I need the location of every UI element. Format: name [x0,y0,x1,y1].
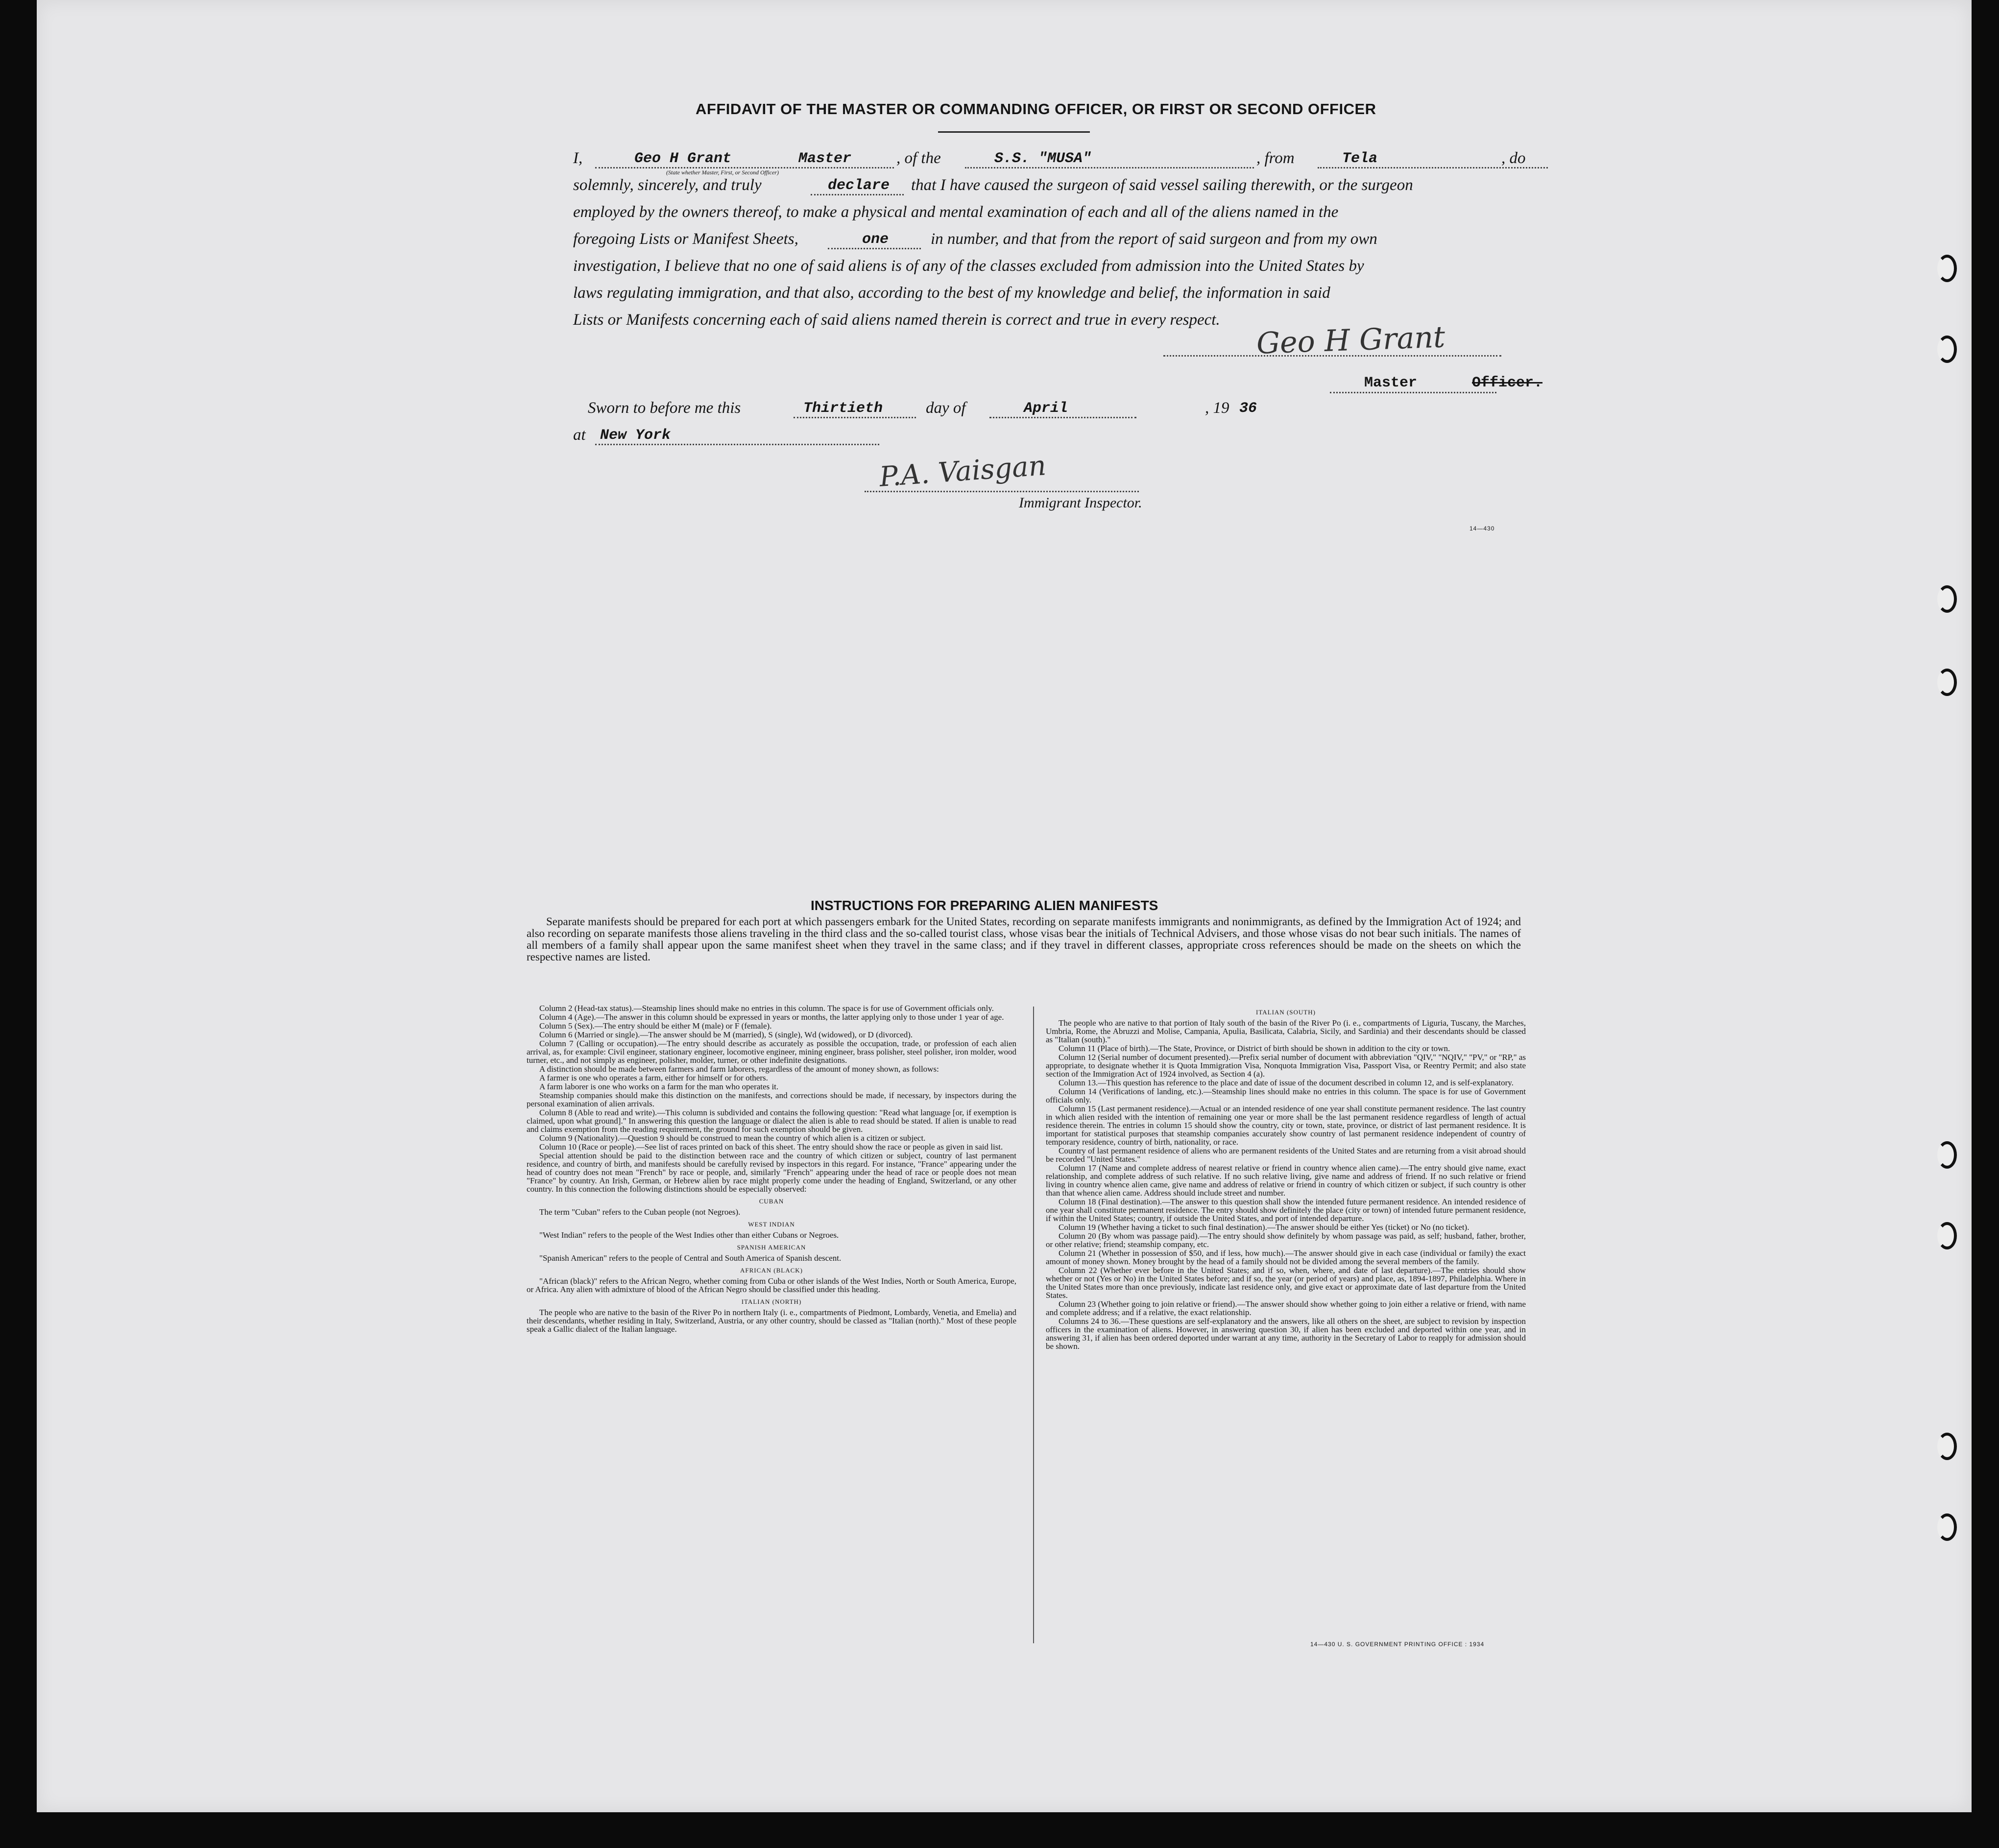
officer-rank: Master [798,150,852,167]
instruction-paragraph: Special attention should be paid to the distinction between race and the country of which citizen or subject, country of last permanent residence, and country of birth, and manifests should be carefully revised by inspectors in this regard. For instance, "France" appearing under the head of country does not mean "French" by race or people, and, similarly "French" appearing under the head of race or people does not mean "France" by country. An Irish, German, or Hebrew alien by race might properly come under the heading of England, Switzerland, or any other country. In this connection the following distinctions should be especially observed: [527,1151,1016,1194]
officer-name: Geo H Grant [634,150,732,167]
section-heading: ITALIAN (NORTH) [741,1298,802,1305]
master-signature: Geo H Grant [1255,320,1446,361]
rank-note: (State whether Master, First, or Second Officer) [666,169,779,176]
affidavit-line-7: Lists or Manifests concerning each of said aliens named therein is correct and true in every respect. [573,311,1220,329]
printing-office-footer: 14—430 U. S. GOVERNMENT PRINTING OFFICE : 1934 [1310,1641,1485,1648]
sheets-count: one [862,231,889,248]
instruction-paragraph: Steamship companies should make this distinction on the manifests, and corrections should be made, if necessary, by inspectors during the personal examination of alien arrivals. [527,1091,1016,1108]
sworn-day: Thirtieth [803,400,883,417]
instructions-left-column [527,1004,1016,1334]
binder-hole [1937,669,1957,696]
vessel-name: S.S. "MUSA" [994,150,1092,167]
instructions-title: INSTRUCTIONS FOR PREPARING ALIEN MANIFESTS [811,898,1158,913]
binder-hole [1937,336,1957,363]
instruction-paragraph: Column 18 (Final destination).—The answer to this question shall show the intended future permanent residence. An intended residence of one year shall constitute permanent residence. The entry should show definitely the place (city or town) of intended future permanent residence, if within the United States; country, if outside the United States, and port of intended departure. [1046,1197,1526,1223]
inspector-title: Immigrant Inspector. [1019,495,1142,511]
binder-hole [1937,1141,1957,1169]
affidavit-line-2: solemnly, sincerely, and truly declare that I have caused the surgeon of said vessel sailing therewith, or the surgeon [573,176,1538,201]
dotted-line [595,444,879,445]
dotted-line [811,194,904,195]
affidavit-line-5: investigation, I believe that no one of said aliens is of any of the classes excluded from admission into the United States by [573,257,1364,275]
form-number: 14—430 [1469,525,1495,532]
instructions-intro: Separate manifests should be prepared for each port at which passengers embark for the United States, recording on separate manifests immigrants and nonimmigrants, as defined by the Immigration Act of 1924; and also recording on separate manifests those aliens traveling in the third class and the so-called tourist class, whose visas bear the initials of Technical Advisers, and those whose visas do not bear such initials. The names of all members of a family shall appear upon the same manifest sheet when they travel in the same class; and if they travel in different classes, appropriate cross references should be made on the sheets on which the respective names are listed. [527,915,1521,963]
instruction-paragraph: Column 13.—This question has reference to the place and date of issue of the document described in column 12, and is self-explanatory. [1059,1078,1514,1087]
sworn-line: Sworn to before me this Thirtieth day of April , 19 36 [588,399,1274,424]
inspector-signature: P.A. Vaisgan [878,450,1047,493]
instruction-paragraph: A distinction should be made between farmers and farm laborers, regardless of the amount of money shown, as follows: [539,1064,939,1074]
signer-rank-struck: Officer. [1472,375,1543,391]
instruction-paragraph: Column 23 (Whether going to join relative or friend).—The answer should show whether going to join either a relative or friend, with name and complete address; and if a relative, the exact relationship. [1046,1299,1526,1317]
section-heading: CUBAN [759,1198,784,1205]
affidavit-line-4: foregoing Lists or Manifest Sheets, one in number, and that from the report of said surgeon and from my own [573,230,1538,255]
instruction-paragraph: Column 14 (Verifications of landing, etc.).—Steamship lines should make no entries in this column. The space is for use of Government officials only. [1046,1087,1526,1104]
instruction-paragraph: Country of last permanent residence of aliens who are permanent residents of the United States and are returning from a visit abroad should be recorded "United States." [1046,1146,1526,1164]
instruction-paragraph: Column 21 (Whether in possession of $50, and if less, how much).—The answer should give in each case (individual or family) the exact amount of money shown. Money brought by the head of a family should not be divided among the several members of the family. [1046,1248,1526,1266]
instruction-paragraph: Column 19 (Whether having a ticket to such final destination).—The answer should be either Yes (ticket) or No (no ticket). [1059,1223,1469,1232]
instruction-paragraph: "African (black)" refers to the African Negro, whether coming from Cuba or other islands of the West Indies, North or South America, Europe, or Africa. Any alien with admixture of blood of the African Negro should be classified under this heading. [527,1276,1016,1294]
dotted-line [1330,392,1496,393]
instruction-paragraph: Column 15 (Last permanent residence).—Actual or an intended residence of one year shall constitute permanent residence. The last country in which alien resided with the intention of remaining one year or more shall be the last permanent residence regardless of length of actual residence therein. The entries in column 15 should show the country, city or town, state, province, or district of last permanent residence. It is important for statistical purposes that steamship companies accurately show country of last permanent residence independent of country of temporary residence, country of birth, nationality, or race. [1046,1104,1526,1147]
declare-word: declare [828,177,890,194]
title-rule [938,131,1090,133]
dotted-line [828,248,921,249]
signature-line [1163,355,1501,357]
instruction-paragraph: Column 10 (Race or people).—See list of races printed on back of this sheet. The entry should show the race or people as given in said list. [539,1142,1003,1152]
binder-hole [1937,585,1957,613]
instruction-paragraph: "Spanish American" refers to the people of Central and South America of Spanish descent. [539,1253,842,1263]
instruction-paragraph: The people who are native to that portion of Italy south of the basin of the River Po (i. e., compartments of Liguria, Tuscany, the Marches, Umbria, Rome, the Abruzzi and Molise, Campania, Apulia, Basilicata, Calabria, Sicily, and Sardinia) and their descendants should be classed as "Italian (south)." [1046,1018,1526,1044]
instructions-right-column [1046,1004,1526,1351]
instruction-paragraph: Column 5 (Sex).—The entry should be either M (male) or F (female). [539,1021,772,1031]
affidavit-line-3: employed by the owners thereof, to make a physical and mental examination of each and all of the aliens named in the [573,203,1339,221]
instruction-paragraph: Column 17 (Name and complete address of nearest relative or friend in country whence alien came).—The entry should give name, exact relationship, and complete address of such relative. If no such relative living, give name and address of friend. If no such relative or friend living in country whence alien came, give name and address of relative or friend in country of which citizen or subject, if such country is other than that whence alien came. Address should include street and number. [1046,1163,1526,1198]
column-divider [1033,1007,1034,1643]
affidavit-title: AFFIDAVIT OF THE MASTER OR COMMANDING OFFICER, OR FIRST OR SECOND OFFICER [696,100,1376,118]
instruction-paragraph: Column 8 (Able to read and write).—This column is subdivided and contains the following question: "Read what language [or, if exemption is claimed, upon what ground]." In answering this question the language or dialect the alien is able to read should be stated. If alien is unable to read and claims exemption from the reading requirement, the ground for such exemption should be given. [527,1108,1016,1134]
instruction-paragraph: Column 7 (Calling or occupation).—The entry should describe as accurately as possible the occupation, trade, or profession of each alien arrival, as, for example: Civil engineer, stationary engineer, locomotive engineer, mining engineer, brass polisher, steel polisher, iron molder, wood turner, etc., and not simply as engineer, polisher, molder, turner, or other indefinite designations. [527,1039,1016,1065]
instruction-paragraph: Column 20 (By whom was passage paid).—The entry should show definitely by whom passage was paid, as self; husband, father, brother, or other relative; friend; steamship company, etc. [1046,1231,1526,1249]
instruction-paragraph: Column 6 (Married or single).—The answer should be M (married), S (single), Wd (widowed), or D (divorced). [539,1030,913,1039]
port-from: Tela [1342,150,1378,167]
instruction-paragraph: Column 9 (Nationality).—Question 9 should be construed to mean the country of which alien is a citizen or subject. [539,1133,926,1143]
affidavit-line-6: laws regulating immigration, and that also, according to the best of my knowledge and belief, the information in said [573,284,1330,302]
section-heading: SPANISH AMERICAN [737,1244,806,1251]
instruction-paragraph: Column 2 (Head-tax status).—Steamship lines should make no entries in this column. The space is for use of Government officials only. [539,1004,994,1013]
binder-hole [1937,255,1957,282]
sworn-place: New York [600,427,671,444]
instruction-paragraph: The people who are native to the basin of the River Po in northern Italy (i. e., compartments of Piedmont, Lombardy, Venetia, and Emelia) and their descendants, whether residing in Italy, Switzerland, Austria, or any other country, should be classed as "Italian (north)." Most of these people speak a Gallic dialect of the Italian language. [527,1308,1016,1334]
instruction-paragraph: Column 12 (Serial number of document presented).—Prefix serial number of document with abbreviation "QIV," "NQIV," "PV," or "RP," as appropriate, to designate whether it is Quota Immigration Visa, Nonquota Immigration Visa, Passport Visa, or Reentry Permit; and also state section of the Immigration Act of 1924 involved, as Section 4 (a). [1046,1053,1526,1079]
instruction-paragraph: A farm laborer is one who works on a farm for the man who operates it. [539,1082,779,1091]
dotted-line [595,167,894,168]
binder-hole [1937,1222,1957,1249]
signature-line [865,491,1139,492]
instruction-paragraph: Columns 24 to 36.—These questions are self-explanatory and the answers, like all others on the sheet, are subject to revision by inspection officers in the examination of aliens. However, in answering question 30, if alien has been excluded and deported within one year, and in answering 31, if alien has been ordered deported under warrant at any time, authority in the Secretary of Labor to reapply for admission should be shown. [1046,1317,1526,1351]
instruction-paragraph: A farmer is one who operates a farm, either for himself or for others. [539,1073,768,1082]
affidavit-line-1: I, Geo H Grant Master (State whether Master, First, or Second Officer) , of the S.S. "MUSA" , from Tela [573,149,1528,174]
instruction-paragraph: Column 11 (Place of birth).—The State, Province, or District of birth should be shown in addition to the city or town. [1059,1044,1450,1053]
instruction-paragraph: Column 4 (Age).—The answer in this column should be expressed in years or months, the latter applying only to those under 1 year of age. [539,1012,1004,1022]
dotted-line [794,417,916,418]
binder-hole [1937,1433,1957,1460]
sworn-year: 36 [1239,400,1257,417]
dotted-line [965,167,1254,168]
section-heading: AFRICAN (BLACK) [740,1267,803,1274]
instruction-paragraph: Column 22 (Whether ever before in the United States; and if so, when, where, and date of last departure).—The entries should show whether or not (Yes or No) in the United States before; and if so, the year (or period of years) and place, as, 1894-1897, Philadelphia. Where in the United States more than once previously, indicate last residence only, and give exact or approximate date of last departure from the United States. [1046,1266,1526,1300]
place-line: at New York [573,426,891,451]
signer-rank: Master [1364,375,1418,391]
sworn-month: April [1024,400,1068,417]
instruction-paragraph: The term "Cuban" refers to the Cuban people (not Negroes). [539,1207,741,1217]
section-heading: ITALIAN (SOUTH) [1256,1008,1316,1016]
dotted-line [989,417,1136,418]
section-heading: WEST INDIAN [748,1221,795,1228]
manifest-page: AFFIDAVIT OF THE MASTER OR COMMANDING OFFICER, OR FIRST OR SECOND OFFICER I, Geo H Grant Master (State whether Master, First, or Second Officer) , of the S.S. "MUSA" , from Tela , do solemnly, sincerely, and truly declare that I have caused the surgeon of said vessel sailing therewith, or the surgeon employed by the owners thereof, to make a physical and mental examination of each and all of the aliens named in the foregoing Lists or Manifest Sheets, one in number, and that from the report of said surgeon and from my own investigation, I believe that no one of said aliens is of any of the classes excluded from admission into the United States by laws regulating immigration, and that also, according to the best of my knowledge and belief, the information in said Lists or Manifests concerning each of said aliens named therein is correct and true in every respect. Geo H Grant Master Officer. Sworn to before me this Thirtieth day of April , 19 36 at New York P.A. Vaisgan Immigrant Inspector. 14—430 INSTRUCTIONS FOR PREPARING ALIEN MANIFESTS Separate manifests should be prepared for each port at which passengers embark for the United States, recording on separate manifests immigrants and nonimmigrants, as defined by the Immigration Act of 1924; and also recording on separate manifests those aliens traveling in the third class and the so-called tourist class, whose visas bear the initials of Technical Advisers, and those whose visas do not bear such initials. The names of all members of a family shall appear upon the same manifest sheet when they travel in the same class; and if they travel in different classes, appropriate cross references should be made on the sheets on which the respective names are listed. Column 2 (Head-tax status).—Steamship lines should make no entries in this column. The space is for use of Government officials only. Column 4 (Age).—The answer in this column should be expressed in years or months, the latter applying only to those under 1 year of age. Column 5 (Sex).—The entry should be either M (male) or F (female). Column 6 (Married or single).—The answer should be M (married), S (single), Wd (widowed), or D (divorced). Column 7 (Calling or occupation).—The entry should describe as accurately as possible the occupation, trade, or profession of each alien arrival, as, for example: Civil engineer, stationary engineer, locomotive engineer, mining engineer, brass polisher, steel polisher, iron molder, wood turner, etc., and not simply as engineer, polisher, molder, turner, or other indefinite designations. A distinction should be made between farmers and farm laborers, regardless of the amount of money shown, as follows: A farmer is one who operates a farm, either for himself or for others. A farm laborer is one who works on a farm for the man who operates it. Steamship companies should make this distinction on the manifests, and corrections should be made, if necessary, by inspectors during the personal examination of alien arrivals. Column 8 (Able to read and write).—This column is subdivided and contains the following question: "Read what language [or, if exemption is claimed, upon what ground]." In answering this question the language or dialect the alien is able to read should be stated. If alien is unable to read and claims exemption from the reading requirement, the ground for such exemption should be given. Column 9 (Nationality).—Question 9 should be construed to mean the country of which alien is a citizen or subject. Column 10 (Race or people).—See list of races printed on back of this sheet. The entry should show the race or people as given in said list. Special attention should be paid to the distinction between race and the country of which citizen or subject, country of last permanent residence, and country of birth, and manifests should be carefully revised by inspectors in this regard. For instance, "France" appearing under the head of country does not mean "French" by race or people, and, similarly "French" appearing under the head of race or people does not mean "France" by country. An Irish, German, or Hebrew alien by race might properly come under the heading of England, Switzerland, or any other country. In this connection the following distinctions should be especially observed: CUBAN The term "Cuban" refers to the Cuban people (not Negroes). WEST INDIAN "West Indian" refers to the people of the West Indies other than either Cubans or Negroes. SPANISH AMERICAN "Spanish American" refers to the people of Central and South America of Spanish descent. AFRICAN (BLACK) "African (black)" refers to the African Negro, whether coming from Cuba or other islands of the West Indies, North or South America, Europe, or Africa. Any alien with admixture of blood of the African Negro should be classified under this heading. ITALIAN (NORTH) The people who are native to the basin of the River Po in northern Italy (i. e., compartments of Piedmont, Lombardy, Venetia, and Emelia) and their descendants, whether residing in Italy, Switzerland, Austria, or any other country, should be classed as "Italian (north)." Most of these people speak a Gallic dialect of the Italian language. ITALIAN (SOUTH) The people who are native to that portion of Italy south of the basin of the River Po (i. e., compartments of Liguria, Tuscany, the Marches, Umbria, Rome, the Abruzzi and Molise, Campania, Apulia, Basilicata, Calabria, Sicily, and Sardinia) and their descendants should be classed as "Italian (south)." Column 11 (Place of birth).—The State, Province, or District of birth should be shown in addition to the city or town. Column 12 (Serial number of document presented).—Prefix serial number of document with abbreviation "QIV," "NQIV," "PV," or "RP," as appropriate, to designate whether it is Quota Immigration Visa, Nonquota Immigration Visa, Passport Visa, or Reentry Permit; and also state section of the Immigration Act of 1924 involved, as Section 4 (a). Column 13.—This question has reference to the place and date of issue of the document described in column 12, and is self-explanatory. Column 14 (Verifications of landing, etc.).—Steamship lines should make no entries in this column. The space is for use of Government officials only. Column 15 (Last permanent residence).—Actual or an intended residence of one year shall constitute permanent residence. The last country in which alien resided with the intention of remaining one year or more shall be the last permanent residence regardless of length of actual residence therein. The entries in column 15 should show the country, city or town, state, province, or district of last permanent residence. It is important for statistical purposes that steamship companies accurately show country of last permanent residence independent of country of temporary residence, country of birth, nationality, or race. Country of last permanent residence of aliens who are permanent residents of the United States and are returning from a visit abroad should be recorded "United States." Column 17 (Name and complete address of nearest relative or friend in country whence alien came).—The entry should give name, exact relationship, and complete address of such relative. If no such relative living, give name and address of friend. If no such relative or friend living in country whence alien came, give name and address of relative or friend in country of which citizen or subject, if such country is other than that whence alien came. Address should include street and number. Column 18 (Final destination).—The answer to this question shall show the intended future permanent residence. An intended residence of one year shall constitute permanent residence. The entry should show definitely the place (city or town) of intended future permanent residence, if within the United States; country, if outside the United States, and port of intended departure. Column 19 (Whether having a ticket to such final destination).—The answer should be either Yes (ticket) or No (no ticket). Column 20 (By whom was passage paid).—The entry should show definitely by whom passage was paid, as self; husband, father, brother, or other relative; friend; steamship company, etc. Column 21 (Whether in possession of $50, and if less, how much).—The answer should give in each case (individual or family) the exact amount of money shown. Money brought by the head of a family should not be divided among the several members of the family. Column 22 (Whether ever before in the United States; and if so, when, where, and date of last departure).—The entries should show whether or not (Yes or No) in the United States before; and if so, the year (or period of years) and place, as, 1894-1897, Philadelphia. Where in the United States more than once previously, indicate last residence only, and give exact or approximate date of last departure from the United States. Column 23 (Whether going to join relative or friend).—The answer should show whether going to join either a relative or friend, with name and complete address; and if a relative, the exact relationship. Columns 24 to 36.—These questions are self-explanatory and the answers, like all others on the sheet, are subject to revision by inspection officers in the examination of aliens. However, in answering question 30, if alien has been excluded and deported within one year, and in answering 31, if alien has been ordered deported under warrant at any time, authority in the Secretary of Labor to reapply for admission should be shown. 14—430 U. S. GOVERNMENT PRINTING OFFICE : 1934 [37,0,1972,1812]
binder-hole [1937,1513,1957,1541]
instruction-paragraph: "West Indian" refers to the people of the West Indies other than either Cubans or Negroes. [539,1230,839,1240]
